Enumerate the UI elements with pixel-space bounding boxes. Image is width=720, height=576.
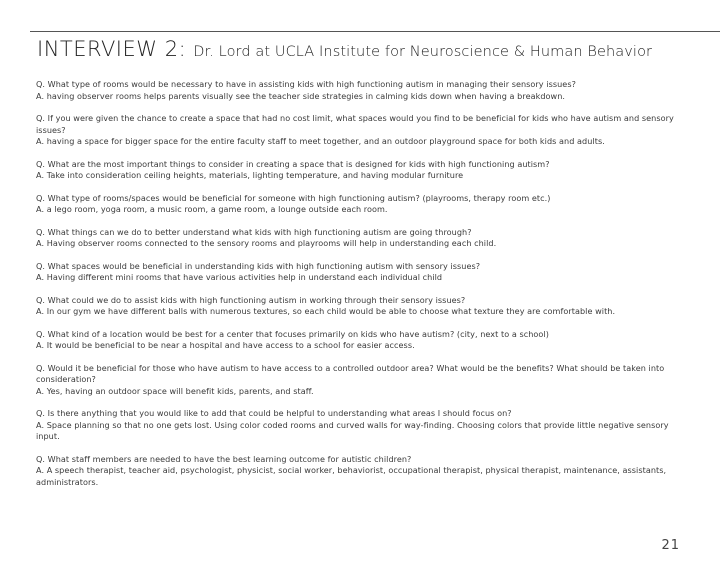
qa-item (36, 193, 686, 216)
question-text: Q. If you were given the chance to create a space that had no cost limit, what spaces would you find to be beneficial for kids who have autism and sensory issues? (36, 113, 674, 135)
page-title (37, 37, 652, 61)
question-text: Q. What are the most important things to consider in creating a space that is designed for kids with high functioning autism? (36, 158, 550, 169)
question-text: Q. What type of rooms/spaces would be beneficial for someone with high functioning autism? (playrooms, therapy room etc.) (36, 192, 551, 203)
answer-text: A. A speech therapist, teacher aid, psychologist, physicist, social worker, behaviorist, occupational therapist, physical therapist, maintenance, assistants, administrators. (36, 465, 667, 487)
answer-text: A. a lego room, yoga room, a music room, a game room, a lounge outside each room. (36, 204, 388, 214)
qa-item (36, 261, 686, 284)
answer-text: A. Space planning so that no one gets lost. Using color coded rooms and curved walls for way-finding. Choosing colors that provide little negative sensory input. (36, 419, 669, 441)
answer-text: A. Take into consideration ceiling heights, materials, lighting temperature, and having modular furniture (36, 170, 464, 180)
answer-text: A. having a space for bigger space for the entire faculty staff to meet together, and an outdoor playground space for both kids and adults. (36, 136, 605, 146)
qa-item (36, 408, 686, 443)
question-text: Q. What staff members are needed to have the best learning outcome for autistic children? (36, 453, 412, 464)
qa-item (36, 79, 686, 102)
qa-item (36, 113, 686, 148)
qa-item (36, 227, 686, 250)
question-text: Q. What could we do to assist kids with high functioning autism in working through their sensory issues? (36, 294, 466, 305)
question-text: Q. What type of rooms would be necessary to have in assisting kids with high functioning autism in managing their sensory issues? (36, 79, 576, 89)
qa-list (36, 79, 686, 499)
page-number: 21 (661, 538, 680, 553)
answer-text: A. Having different mini rooms that have various activities help in understand each individual child (36, 272, 443, 282)
qa-item (36, 159, 686, 182)
answer-text: A. Yes, having an outdoor space will benefit kids, parents, and staff. (36, 385, 314, 396)
answer-text: A. having observer rooms helps parents visually see the teacher side strategies in calming kids down when having a breakdown. (36, 90, 566, 101)
title-subtitle: Dr. Lord at UCLA Institute for Neuroscience & Human Behavior (193, 44, 653, 60)
question-text: Q. What spaces would be beneficial in understanding kids with high functioning autism with sensory issues? (36, 260, 481, 271)
question-text: Q. Is there anything that you would like to add that could be helpful to understanding what areas I should focus on? (36, 408, 512, 418)
question-text: Q. What things can we do to better understand what kids with high functioning autism are going through? (36, 226, 472, 237)
qa-item (36, 295, 686, 318)
top-rule (30, 31, 720, 32)
qa-item (36, 363, 686, 398)
question-text: Q. What kind of a location would be best for a center that focuses primarily on kids who have autism? (city, next to a school) (36, 328, 549, 339)
answer-text: A. It would be beneficial to be near a hospital and have access to a school for easier access. (36, 340, 415, 350)
title-main: INTERVIEW 2: (37, 37, 187, 61)
answer-text: A. Having observer rooms connected to the sensory rooms and playrooms will help in understanding each child. (36, 238, 497, 248)
answer-text: A. In our gym we have different balls with numerous textures, so each child would be able to choose what texture they are comfortable with. (36, 306, 616, 316)
qa-item (36, 454, 686, 489)
question-text: Q. Would it be beneficial for those who have autism to have access to a controlled outdoor area? What would be the benefits? What should be taken into consideration? (36, 362, 665, 384)
qa-item (36, 329, 686, 352)
